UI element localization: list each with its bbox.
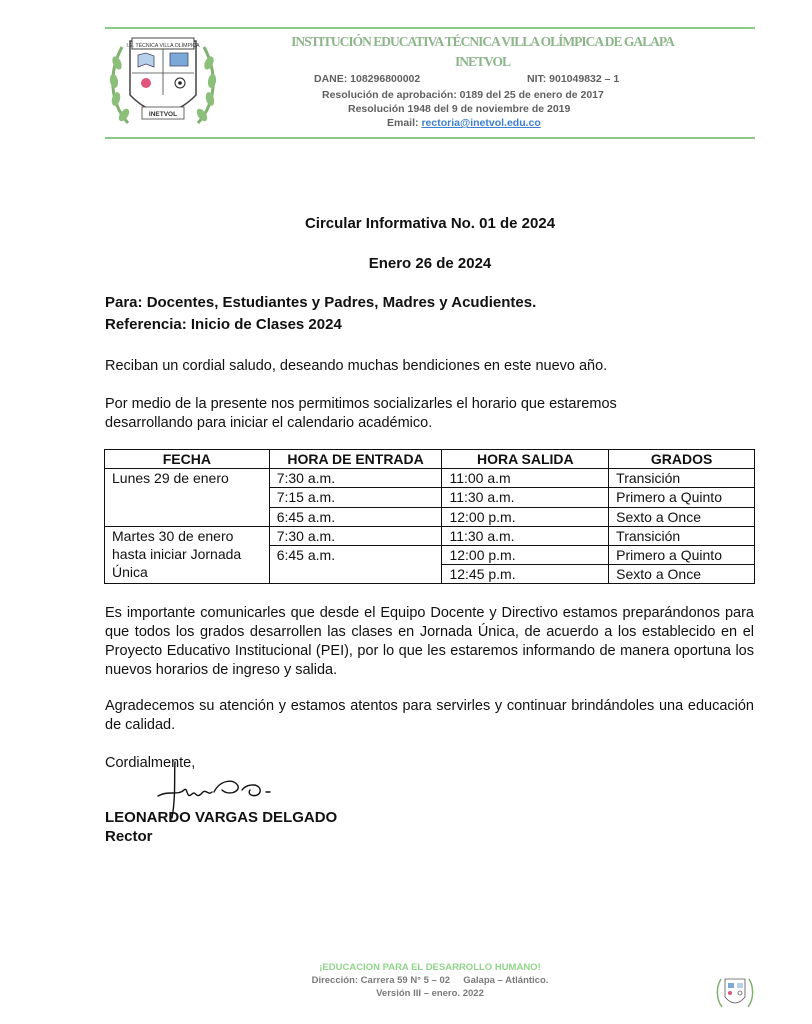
- intro-line-2: desarrollando para iniciar el calendario académico.: [105, 415, 433, 431]
- svg-text:INETVOL: INETVOL: [148, 111, 178, 118]
- addressees: Para: Docentes, Estudiantes y Padres, Madres y Acudientes.: [105, 294, 537, 311]
- circular-title: Circular Informativa No. 01 de 2024: [304, 215, 556, 232]
- salida-cell: 11:30 a.m.: [442, 526, 609, 545]
- date-cell-martes: [105, 526, 270, 584]
- grado-cell: Sexto a Once: [609, 507, 755, 526]
- salida-cell: 11:00 a.m: [442, 469, 609, 488]
- date-cell-lunes: Lunes 29 de enero: [105, 469, 270, 527]
- institution-full-name: INSTITUCIÓN EDUCATIVA TÉCNICA VILLA OLÍMPICA DE GALAPA: [291, 34, 674, 49]
- email-link[interactable]: rectoria@inetvol.edu.co: [421, 117, 541, 129]
- approval-resolution: Resolución de aprobación: 0189 del 25 de enero de 2017: [322, 89, 604, 101]
- circular-date: Enero 26 de 2024: [368, 255, 492, 272]
- salida-cell: 12:00 p.m.: [442, 545, 609, 564]
- jornada-paragraph: Es importante comunicarles que desde el Equipo Docente y Directivo estamos preparándonos para que todos los grados desarrollen las clases en Jornada Única, de acuerdo a los establecido en el Proyecto Educativo Institucional (PEI), por lo que les estaremos informando de manera oportuna los nuevos horarios de ingreso y salida.: [105, 605, 754, 678]
- footer-crest-logo: [716, 975, 754, 1011]
- reference: Referencia: Inicio de Clases 2024: [105, 316, 342, 333]
- table-row: [105, 526, 755, 545]
- nit-code: NIT: 901049832 – 1: [527, 73, 620, 85]
- entrada-cell: 6:45 a.m.: [269, 507, 442, 526]
- intro-line-1: Por medio de la presente nos permitimos socializarles el horario que estaremos: [105, 396, 617, 412]
- footer-version: Versión III – enero. 2022: [376, 988, 484, 999]
- thanks-paragraph: Agradecemos su atención y estamos atentos para servirles y continuar brindándoles una educación de calidad.: [105, 698, 754, 733]
- signer-title: Rector: [105, 828, 153, 845]
- grado-cell: Primero a Quinto: [609, 488, 755, 507]
- intro-paragraph: [105, 395, 754, 433]
- dane-code: DANE: 108296800002: [314, 73, 421, 85]
- header-hora-salida: HORA SALIDA: [442, 450, 609, 469]
- entrada-cell: 7:15 a.m.: [269, 488, 442, 507]
- footer-address: Dirección: Carrera 59 N° 5 – 02 Galapa – Atlántico.: [311, 975, 549, 986]
- date-line: hasta iniciar Jornada: [112, 545, 242, 562]
- resolution-1948: Resolución 1948 del 9 de noviembre de 2019: [348, 103, 571, 115]
- header-bottom-rule: [105, 137, 755, 139]
- svg-text:I.E. TÉCNICA VILLA OLÍMPICA: I.E. TÉCNICA VILLA OLÍMPICA: [126, 43, 200, 49]
- table-row: [105, 469, 755, 488]
- footer-motto: ¡EDUCACION PARA EL DESARROLLO HUMANO!: [319, 962, 541, 973]
- institution-acronym: INETVOL: [455, 54, 510, 69]
- institution-name: [240, 32, 725, 72]
- header-hora-entrada: HORA DE ENTRADA: [269, 450, 442, 469]
- date-line: Única: [112, 563, 148, 580]
- schedule-table: [104, 449, 755, 584]
- entrada-cell: 6:45 a.m.: [269, 545, 442, 583]
- grado-cell: Primero a Quinto: [609, 545, 755, 564]
- header-grados: GRADOS: [609, 450, 755, 469]
- salida-cell: 12:00 p.m.: [442, 507, 609, 526]
- header-top-rule: [105, 27, 755, 29]
- signer-name: LEONARDO VARGAS DELGADO: [105, 809, 338, 826]
- entrada-cell: 7:30 a.m.: [269, 469, 442, 488]
- salida-cell: 12:45 p.m.: [442, 565, 609, 584]
- salida-cell: 11:30 a.m.: [442, 488, 609, 507]
- grado-cell: Transición: [609, 469, 755, 488]
- greeting-paragraph: Reciban un cordial saludo, deseando muchas bendiciones en este nuevo año.: [105, 358, 608, 374]
- closing: Cordialmente,: [105, 755, 196, 771]
- header-fecha: FECHA: [105, 450, 270, 469]
- email-line: [387, 117, 541, 129]
- date-line: Martes 30 de enero: [112, 527, 234, 544]
- school-crest-logo: [108, 33, 218, 135]
- table-header-row: [105, 450, 755, 469]
- email-label: Email:: [387, 117, 419, 129]
- grado-cell: Sexto a Once: [609, 565, 755, 584]
- entrada-cell: 7:30 a.m.: [269, 526, 442, 545]
- grado-cell: Transición: [609, 526, 755, 545]
